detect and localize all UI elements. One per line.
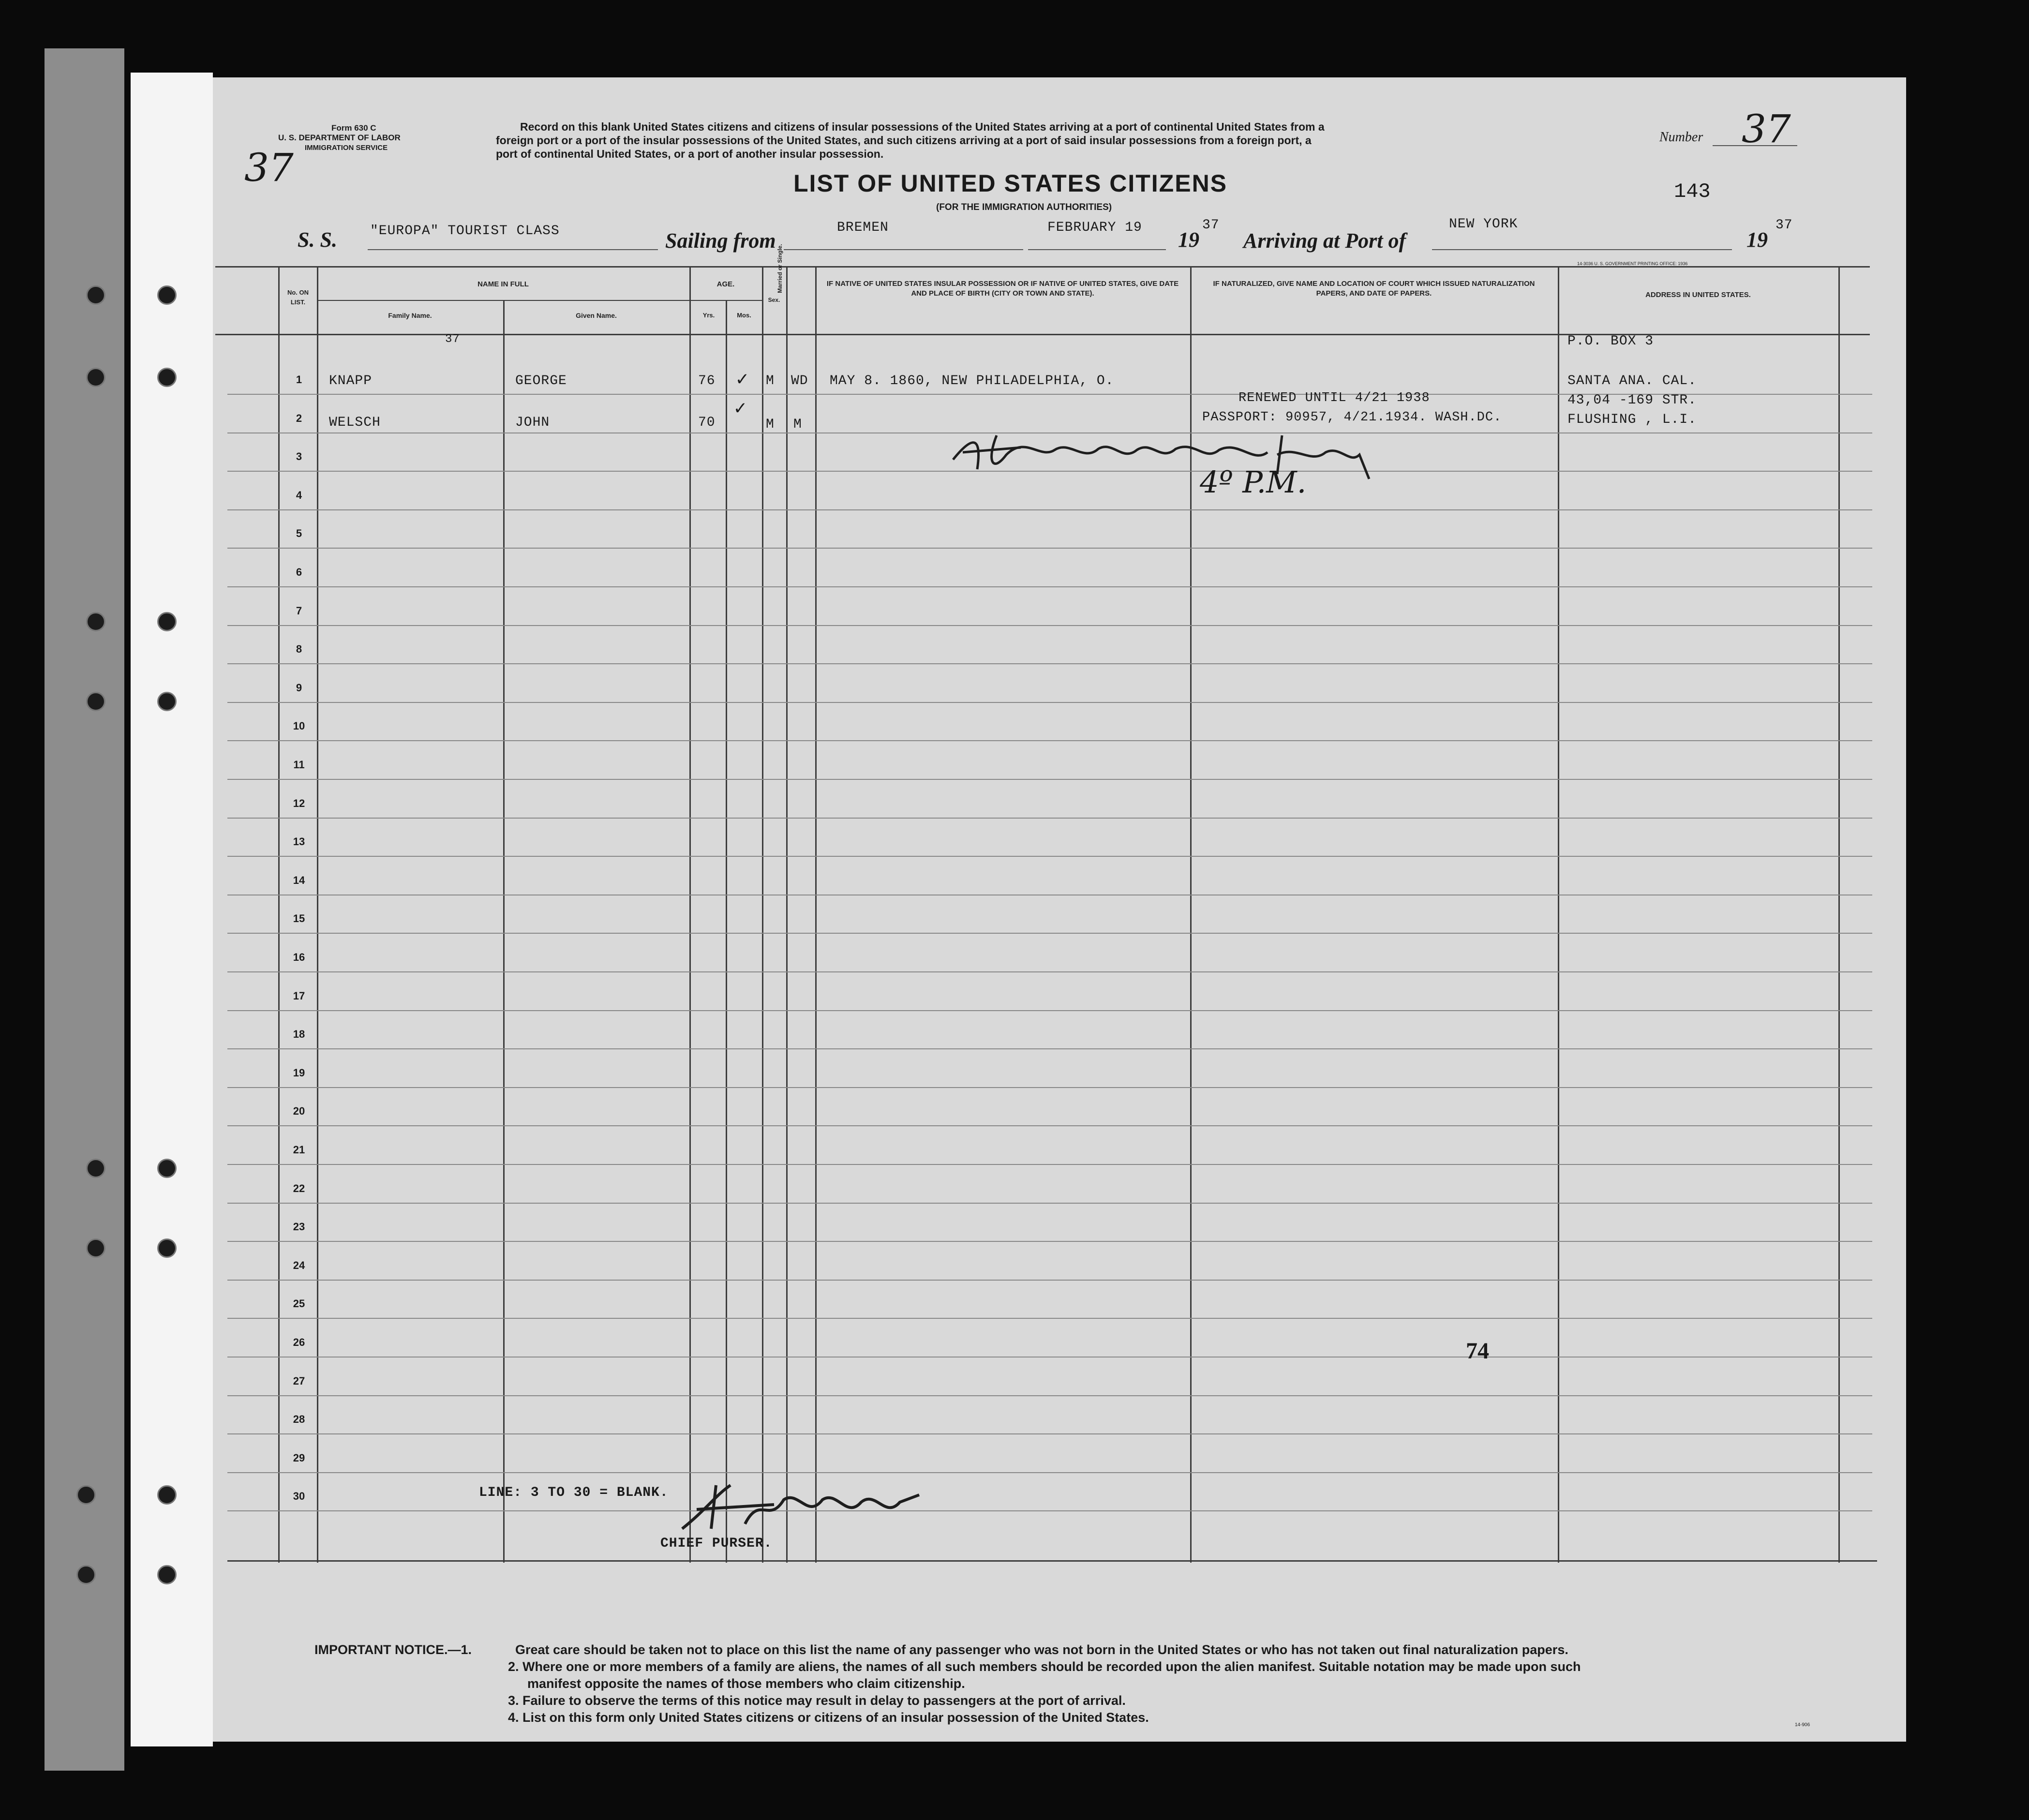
age-yrs-cell: 76 [698,373,716,388]
address-cell: SANTA ANA. CAL. [1567,373,1697,388]
page-number: 143 [1674,180,1711,203]
notice-item-1: Great care should be taken not to place on this list the name of any passenger who was not born in the United States or who has not taken out final naturalization papers. [515,1642,1568,1657]
arriving-label: Arriving at Port of [1243,229,1406,253]
punch-hole [76,1485,96,1505]
address-cell: P.O. BOX 3 [1567,334,1654,349]
age-yrs-cell: 70 [698,415,716,430]
address-line: 43,04 -169 STR. [1567,393,1697,408]
row-rule [227,1318,1872,1319]
notice-item-4: 4. List on this form only United States citizens or citizens of an insular possession of the United States. [508,1710,1149,1725]
age-mos-cell: ✓ [736,370,749,391]
row-number: 25 [293,1298,305,1310]
ship-underline [368,249,658,250]
row-number: 22 [293,1182,305,1194]
col-header-sex: Sex. [768,297,780,303]
row-number: 11 [293,759,305,771]
punch-hole [86,285,105,305]
number-value: 37 [1742,106,1791,151]
punch-hole [86,368,105,387]
family-name-cell: WELSCH [329,415,381,430]
sailing-label: Sailing from [665,229,776,253]
row-rule [227,1125,1872,1126]
punch-hole [157,692,177,711]
punch-hole [157,1565,177,1584]
blank-lines-note: LINE: 3 TO 30 = BLANK. [479,1485,669,1500]
ship-name: "EUROPA" TOURIST CLASS [370,224,560,239]
sailing-date: FEBRUARY 19 [1047,220,1142,235]
instruction-line: Record on this blank United States citizens and citizens of insular possessions of the United States arriving at a port of continental United States from a [520,120,1325,133]
col-line [786,266,788,1563]
punch-hole [86,1238,105,1258]
arrival-underline [1432,249,1732,250]
col-header-married: Married or Single. [776,244,783,293]
table-bottom-border [227,1560,1877,1562]
form-number: Form 630 C [331,123,376,133]
col-line [1558,266,1559,1563]
passport-renewed: RENEWED UNTIL 4/21 1938 [1238,391,1430,405]
row-number: 7 [296,604,302,617]
row-rule [227,1010,1872,1011]
punch-hole [157,1238,177,1258]
row-rule [227,933,1872,934]
row-rule [227,1472,1872,1473]
row-number: 28 [293,1413,305,1426]
row-rule [227,625,1872,626]
row-rule [227,1433,1872,1434]
service-label: IMMIGRATION SERVICE [305,144,388,152]
age-mos-cell: ✓ [734,399,747,420]
address-line: FLUSHING , L.I. [1567,412,1697,427]
row-number: 24 [293,1259,305,1271]
punch-hole [76,1565,96,1584]
table-top-border [215,266,1870,268]
punch-hole [157,1159,177,1178]
handwritten-signature-officer [943,426,1417,484]
instruction-line: port of continental United States, or a port of another insular possession. [496,148,884,160]
year-prefix: 19 [1178,228,1199,252]
col-header-name: NAME IN FULL [477,280,529,288]
row-rule [227,663,1872,664]
row-number: 6 [296,566,302,578]
col-header-mos: Mos. [737,312,751,319]
year-suffix-2: 37 [1775,218,1793,233]
row-rule [227,1241,1872,1242]
number-label: Number [1659,130,1703,145]
col-line [689,266,691,1563]
row-rule [227,702,1872,703]
row-number: 21 [293,1144,305,1156]
col-header-yrs: Yrs. [702,312,715,319]
instructions [496,120,1584,161]
row-rule [227,1203,1872,1204]
footer-code: 14-906 [1795,1722,1810,1728]
stamp-74: 74 [1466,1338,1489,1364]
instruction-line: foreign port or a port of the insular possessions of the United States, and such citizens arriving at a port of said insular possessions from a foreign port, a [496,134,1312,147]
chief-purser-label: CHIEF PURSER. [660,1536,773,1551]
row-rule [227,548,1872,549]
row-rule [227,779,1872,780]
row-rule [227,818,1872,819]
handwritten-time: 4º P.M. [1200,464,1307,500]
punch-hole [157,285,177,305]
row-number: 1 [296,373,302,386]
row-rule [227,1510,1872,1511]
notice-item-3: 3. Failure to observe the terms of this notice may result in delay to passengers at the port of arrival. [508,1693,1126,1708]
row-rule [227,971,1872,972]
form-title: LIST OF UNITED STATES CITIZENS [793,170,1228,197]
row-number: 17 [293,989,305,1002]
name-subheader-line [317,300,762,301]
row-number: 16 [293,951,305,963]
row-rule [227,1280,1872,1281]
ss-label: S. S. [298,228,337,252]
row-number: 8 [296,643,302,656]
birth-cell: MAY 8. 1860, NEW PHILADELPHIA, O. [830,373,1114,388]
row-number: 27 [293,1374,305,1387]
sex-cell: M [766,417,775,432]
form-subtitle: (FOR THE IMMIGRATION AUTHORITIES) [936,202,1112,212]
col-header-given: Given Name. [576,312,617,319]
form-sheet [213,77,1906,1742]
punch-hole [157,1485,177,1505]
punch-hole [86,612,105,631]
year-prefix-2: 19 [1746,228,1768,252]
col-line [317,266,318,1563]
sex-cell: M [766,373,775,388]
department-label: U. S. DEPARTMENT OF LABOR [278,133,401,142]
col-header-naturalized: IF NATURALIZED, GIVE NAME AND LOCATION OF COURT WHICH ISSUED NATURALIZATION PAPERS, AND DATE OF PAPERS. [1213,280,1535,298]
punch-hole [86,1159,105,1178]
handwritten-signature-purser [677,1480,929,1534]
arrival-port: NEW YORK [1449,217,1518,232]
family-note: 37 [445,333,460,346]
row-number: 23 [293,1221,305,1233]
row-number: 26 [293,1336,305,1348]
row-rule [227,740,1872,741]
row-rule [227,1395,1872,1396]
row-number: 20 [293,1105,305,1118]
punch-hole [157,612,177,631]
married-cell: WD [791,373,808,388]
col-line [726,300,727,1563]
row-number: 30 [293,1490,305,1503]
col-header-family: Family Name. [388,312,432,319]
handwritten-corner-number: 37 [244,145,294,190]
row-number: 14 [293,874,305,886]
row-rule [227,509,1872,510]
date-underline [1028,249,1166,250]
col-line [762,266,763,1563]
col-line [503,300,505,1563]
row-number: 2 [296,412,302,424]
family-name-cell: KNAPP [329,373,373,388]
col-header-birth: IF NATIVE OF UNITED STATES INSULAR POSSESSION OR IF NATIVE OF UNITED STATES, GIVE DATE AND PLACE OF BIRTH (CITY OR TOWN AND STATE). [826,280,1179,298]
row-number: 4 [296,489,302,501]
notice-label: IMPORTANT NOTICE.—1. [314,1642,472,1657]
col-line [815,266,817,1563]
row-rule [227,856,1872,857]
punch-hole [157,368,177,387]
notice-item-2-cont: manifest opposite the names of those members who claim citizenship. [527,1676,965,1691]
binder-strip [45,48,124,1771]
col-line [1838,266,1840,1563]
row-number: 3 [296,450,302,463]
col-header-age: AGE. [716,280,735,288]
sailing-port: BREMEN [837,220,889,235]
col-header-address: ADDRESS IN UNITED STATES. [1645,291,1751,299]
year-suffix: 37 [1202,218,1220,233]
notice-item-2: 2. Where one or more members of a family are aliens, the names of all such members should be recorded upon the alien manifest. Suitable notation may be made upon such [508,1659,1581,1674]
passport-number: PASSPORT: 90957, 4/21.1934. WASH.DC. [1202,410,1502,425]
married-cell: M [793,417,802,432]
row-number: 5 [296,527,302,540]
given-name-cell: JOHN [515,415,550,430]
row-number: 12 [293,797,305,809]
printer-line: 14-3036 U. S. GOVERNMENT PRINTING OFFICE: 1936 [1577,261,1688,266]
row-number: 9 [296,681,302,694]
row-number: 15 [293,912,305,925]
row-rule [227,1048,1872,1049]
row-rule [227,586,1872,587]
given-name-cell: GEORGE [515,373,567,388]
row-number: 13 [293,835,305,848]
row-number: 19 [293,1066,305,1079]
punch-hole [86,692,105,711]
row-number: 10 [293,720,305,732]
port-underline [784,249,1023,250]
row-number: 18 [293,1028,305,1041]
row-rule [227,1357,1872,1358]
col-line [278,266,280,1563]
row-number: 29 [293,1451,305,1464]
row-rule [227,1164,1872,1165]
row-rule [227,1087,1872,1088]
col-header-no: No. ON LIST. [287,289,309,306]
